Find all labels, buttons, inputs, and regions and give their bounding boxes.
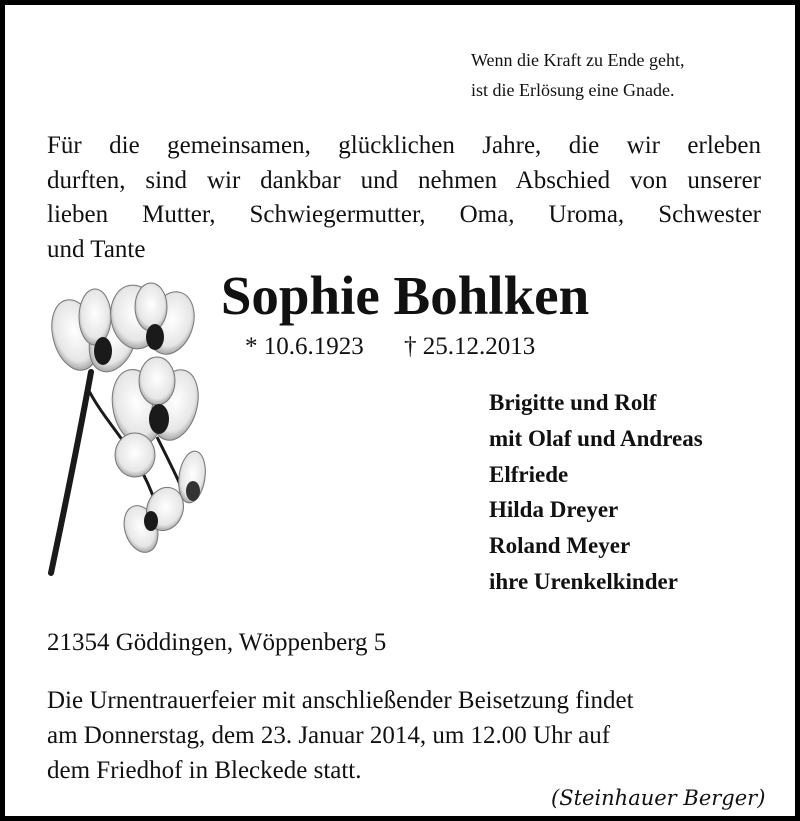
intro-line: lieben Mutter, Schwiegermutter, Oma, Uroma, Schwester xyxy=(47,201,761,228)
intro-line: durften, sind wir dankbar und nehmen Abschied von unserer xyxy=(47,166,761,194)
mourner-line: ihre Urenkelkinder xyxy=(489,568,678,594)
stonemason-signature: (Steinhauer Berger) xyxy=(551,786,766,810)
intro-line: Für die gemeinsamen, glücklichen Jahre, die wir erleben xyxy=(47,132,761,159)
funeral-info xyxy=(47,683,747,788)
mourner-line: Hilda Dreyer xyxy=(489,497,619,523)
mourner-line: Brigitte und Rolf xyxy=(489,390,657,415)
motto-line: Wenn die Kraft zu Ende geht, xyxy=(471,50,685,70)
death-date: † 25.12.2013 xyxy=(404,333,536,360)
mourner-line: mit Olaf und Andreas xyxy=(489,425,703,451)
deceased-name: Sophie Bohlken xyxy=(220,265,590,326)
motto-line: ist die Erlösung eine Gnade. xyxy=(471,80,675,100)
birth-date: * 10.6.1923 xyxy=(245,333,364,360)
mourners-list xyxy=(489,385,703,600)
mourner-line: Roland Meyer xyxy=(489,533,631,559)
motto-quote xyxy=(471,45,761,105)
intro-text xyxy=(47,129,761,267)
intro-line: und Tante xyxy=(47,235,146,263)
funeral-line: Die Urnentrauerfeier mit anschließender Beisetzung findet xyxy=(47,687,634,714)
funeral-line: dem Friedhof in Bleckede statt. xyxy=(47,757,362,784)
life-dates xyxy=(245,330,535,364)
address: 21354 Göddingen, Wöppenberg 5 xyxy=(47,629,387,656)
funeral-line: am Donnerstag, dem 23. Januar 2014, um 12.00 Uhr auf xyxy=(47,722,611,749)
mourner-line: Elfriede xyxy=(489,461,569,487)
